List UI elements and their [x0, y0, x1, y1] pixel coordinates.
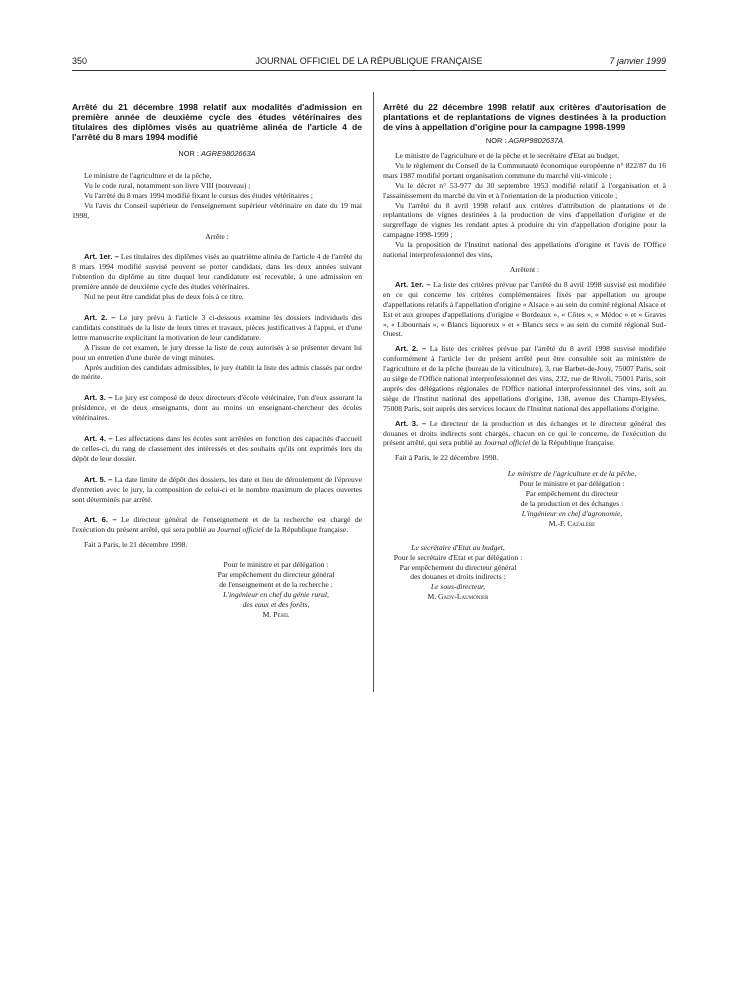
left-visa-1: Vu le code rural, notamment son livre VIII (nouveau) ;: [84, 180, 251, 190]
left-article-2: Art. 2. – Le jury prévu à l'article 3 ci-dessous examine les dossiers individuels des candidats constitués de la liste de leurs titres et travaux, pièces justificatives à l'appui, et d'une lettre manuscrite explicitant la motivation de leur candidature.: [72, 312, 362, 342]
left-fait: Fait à Paris, le 21 décembre 1998.: [84, 540, 188, 550]
column-divider: [373, 92, 374, 692]
left-article-3: Art. 3. – Le jury est composé de deux directeurs d'école vétérinaire, l'un d'eux assurant la présidence, et de deux enseignants, dont au moins un enseignant-chercheur des écoles vétérinaires.: [72, 393, 362, 423]
left-nor: [72, 149, 362, 158]
nor-code: AGRP9802637A: [508, 136, 564, 145]
right-visa-4: Vu la proposition de l'Institut national des appellations d'origine et l'avis de l'Office national interprofessionnel des vins,: [383, 240, 666, 260]
left-minister: Le ministre de l'agriculture et de la pêche,: [84, 171, 212, 180]
right-article-3: Art. 3. – Le directeur de la production et des échanges et le directeur général des douanes et droits indirects sont chargés, chacun en ce qui le concerne, de l'exécution du présent arrêté, qui sera publié au Journal officiel de la République française.: [383, 418, 666, 448]
article-label: Art. 2. –: [84, 312, 116, 322]
signatory-name: M. Gady-Laumonier: [427, 592, 489, 602]
article-label: Art. 3. –: [84, 393, 113, 403]
nor-label: NOR :: [485, 136, 507, 145]
signatory-name: M. Pesel: [262, 609, 290, 619]
right-signature-2: Le secrétaire d'Etat au budget, Pour le secrétaire d'Etat et par délégation : Par empêchement du directeur général des douanes et droits indirects : Le sous-directeur, M. Gady-Laumonier: [383, 543, 533, 602]
page-header: [72, 56, 666, 70]
article-label: Art. 2. –: [395, 344, 427, 354]
article-label: Art. 1er. –: [395, 279, 431, 289]
left-article-5: Art. 5. – La date limite de dépôt des dossiers, les date et lieu de déroulement de l'épreuve d'entretien avec le jury, la composition de celui-ci et le nombre maximum de places ouvertes sont déterminés par arrêté.: [72, 474, 363, 504]
journal-title: JOURNAL OFFICIEL DE LA RÉPUBLIQUE FRANÇAISE: [255, 56, 483, 66]
article-label: Art. 5. –: [84, 474, 113, 484]
article-label: Art. 6. –: [84, 515, 117, 525]
left-article-2-p3: Après audition des candidats admissibles, le jury établit la liste des admis classés par ordre de mérite.: [72, 362, 362, 382]
left-column: [72, 102, 362, 620]
right-fait: Fait à Paris, le 22 décembre 1998.: [395, 453, 499, 463]
page-number: 350: [72, 56, 88, 66]
right-column: [383, 102, 666, 602]
left-article-6: Art. 6. – Le directeur général de l'enseignement et de la recherche est chargé de l'exécution du présent arrêté, qui sera publié au Journal officiel de la République française.: [72, 515, 363, 535]
right-visa-3: Vu l'arrêté du 8 avril 1998 relatif aux critères d'attribution de plantations et de replantations de vignes destinées à la production de vins d'appellation d'origine et de surgreffage de vignes les rendant aptes à produire du vin d'appellation d'origine pour la campagne 1998-1999 ;: [383, 200, 666, 240]
left-article-2-p2: A l'issue de cet examen, le jury dresse la liste de ceux autorisés à se présenter devant lui pour un entretien d'une durée de vingt minutes.: [72, 342, 362, 362]
article-label: Art. 3. –: [395, 418, 427, 428]
signatory-name: M.-F. Cazalère: [548, 518, 596, 528]
right-arretent: Arrêtent :: [509, 264, 540, 274]
left-article-4: Art. 4. – Les affectations dans les écoles sont arrêtées en fonction des capacités d'accueil de celles-ci, du rang de classement des intéressés et des souhaits qu'ils ont exprimés lors du dépôt de leur dossier.: [72, 434, 362, 463]
header-rule: [72, 70, 666, 71]
left-visa-2: Vu l'arrêté du 8 mars 1994 modifié fixant le cursus des études vétérinaires ;: [84, 190, 313, 200]
right-article-2: Art. 2. – La liste des critères prévue par l'arrêté du 8 avril 1998 susvisé modifiée conformément à l'article 1er du présent arrêté peut être consultée soit au ministère de l'agriculture et de la pêche (bureau de la viticulture), 3, rue Barbet-de-Jouy, 75007 Paris, soit au siège de l'Office national interprofessionnel des vins, 232, rue de Rivoli, 75001 Paris, soit auprès des délégations régionales de l'Office national interprofessionnel des vins, soit au siège de l'Institut national des appellations d'origine, 138, avenue des Champs-Elysées, 75008 Paris, soit auprès des services locaux de l'Institut national des appellations d'origine.: [383, 344, 667, 413]
right-ministers: Le ministre de l'agriculture et de la pêche et le secrétaire d'Etat au budget,: [395, 151, 620, 160]
nor-code: AGRE9802663A: [200, 149, 256, 158]
left-signature: Pour le ministre et par délégation : Par empêchement du directeur général de l'enseignement et de la recherche : L'ingénieur en chef du génie rural, des eaux et des forêts, M. Pesel: [72, 560, 352, 619]
left-article-1: Art. 1er. – Les titulaires des diplômes visés au quatrième alinéa de l'article 4 de l'arrêté du 8 mars 1994 modifié susvisé peuvent se porter candidats, dans les deux années suivant l'obtention du diplôme au titre duquel leur candidature est recevable, à une admission en première année de deuxième cycle des études vétérinaires.: [72, 252, 362, 292]
right-article-1: Art. 1er. – La liste des critères prévue par l'arrêté du 8 avril 1998 susvisé est modifiée en ce qui concerne les critères complémentaires fixés par appellation ou groupe d'appellations relatifs à l'appellation d'origine « Alsace » au sein du comité régional Alsace et Est et aux groupes d'appellations d'origine « Bordeaux », « Côtes », « Médoc » et « Graves », « Libournais », « Blancs liquoreux » et « Blancs secs » au sein du comité régional Sud-Ouest.: [383, 279, 666, 339]
left-arrete: Arrête :: [205, 231, 229, 241]
nor-label: NOR :: [178, 149, 199, 158]
article-label: Art. 1er. –: [84, 252, 119, 262]
left-decree-title: Arrêté du 21 décembre 1998 relatif aux modalités d'admission en première année de deuxième cycle des études vétérinaires des titulaires des diplômes visés au quatrième alinéa de l'article 4 de l'arrêté du 8 mars 1994 modifié: [72, 102, 362, 142]
right-visa-1: Vu le règlement du Conseil de la Communauté économique européenne n° 822/87 du 16 mars 1987 modifié portant organisation commune du marché viti-vinicole ;: [383, 160, 666, 180]
right-signature-1: Le ministre de l'agriculture et de la pêche, Pour le ministre et par délégation : Par empêchement du directeur de la production et des échanges : L'ingénieur en chef d'agronomie, M.-F. Cazalère: [383, 469, 666, 528]
issue-date: 7 janvier 1999: [609, 56, 666, 66]
article-label: Art. 4. –: [84, 434, 113, 444]
right-visa-2: Vu le décret n° 53-977 du 30 septembre 1953 modifié relatif à l'organisation et à l'assainissement du marché du vin et à l'orientation de la production viticole ;: [383, 180, 666, 200]
right-nor: [383, 136, 666, 145]
right-decree-title: Arrêté du 22 décembre 1998 relatif aux critères d'autorisation de plantations et de replantations de vignes destinées à la production de vins à appellation d'origine pour la campagne 1998-1999: [383, 102, 666, 132]
left-article-1-p2: Nul ne peut être candidat plus de deux fois à ce titre.: [84, 292, 244, 302]
left-visa-3: Vu l'avis du Conseil supérieur de l'enseignement supérieur vétérinaire en date du 19 mai 1998,: [72, 200, 362, 220]
